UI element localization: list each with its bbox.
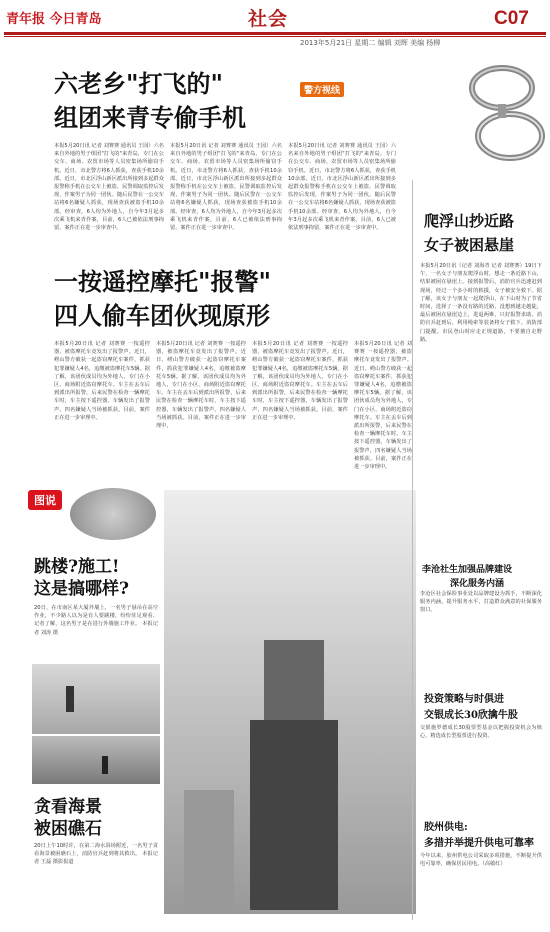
header-rule: [4, 32, 546, 35]
story2-body-col1: 本报5月20日讯 记者 刘赛赛 一按遥控器，被盗摩托车竟发出了报警声。近日，崂山警方破获一起盗窃摩托车案件，抓获犯罪嫌疑人4名，追缴被盗摩托车5辆。据了解，该团伙成员均为外地人，专门在小区、商场附近盗窃摩托车。车主在丢车后到派出所报警，后来民警在检查一辆摩托车时，车主按下遥控器，车辆发出了报警声，四名嫌疑人当场被抓获。目前，案件正在进一步审理中。: [54, 341, 150, 421]
story7-title-line2: 多措并举提升供电可靠率: [424, 838, 534, 849]
photo-news-badge: 图说: [28, 490, 62, 510]
rocks-photo-top: [32, 664, 160, 734]
story1-body-col2: 本报5月20日讯 记者 刘赛赛 通讯员 王园）六名来自外地的男子组团"打飞的"来青岛，专门在公交车、商场、农贸市场等人员密集场所偷窃手机。近日，市北警方将6人抓获，查获手机10余部。近日，市北区浮山新区派出所接到多起群众报警称手机在公交车上被盗，民警调取监控后发现，作案男子为同一团伙。随后民警在一公交车站将6名嫌疑人抓获，现场查获被盗手机10余部。经审查，6人均为外地人，自今年3月起多次乘飞机来青作案，目前，6人已被依法刑事拘留，案件正在进一步审查中。: [170, 143, 282, 232]
header-rule-thin: [4, 36, 546, 37]
story2-title-line2: 四人偷车团伙现原形: [54, 301, 270, 330]
story1-body-col1: 本报5月20日讯 记者 刘赛赛 通讯员 王园）六名来自外地的男子组团"打飞的"来青岛，专门在公交车、商场、农贸市场等人员密集场所偷窃手机。近日，市北警方将6人抓获，查获手机10余部。近日，市北区浮山新区派出所接到多起群众报警称手机在公交车上被盗，民警调取监控后发现，作案男子为同一团伙。随后民警在一公交车站将6名嫌疑人抓获，现场查获被盗手机10余部。经审查，6人均为外地人，自今年3月起多次乘飞机来青作案，目前，6人已被依法刑事拘留，案件正在进一步审查中。: [54, 143, 164, 232]
story3-title-line1: 跳楼?施工!: [34, 557, 120, 577]
story5-body: 李沧区社会保险事业处以品牌建设为抓手，不断深化服务内涵，提升服务水平，打造群众满意的社保服务窗口。: [420, 591, 542, 614]
handcuffs-image: [440, 50, 550, 170]
story2-body-col4: 本报5月20日讯 记者 刘赛赛 一按遥控器，被盗摩托车竟发出了报警声。近日，崂山警方破获一起盗窃摩托车案件，抓获犯罪嫌疑人4名，追缴被盗摩托车5辆。据了解，该团伙成员均为外地人，专门在小区、商场附近盗窃摩托车。车主在丢车后到派出所报警，后来民警在检查一辆摩托车时，车主按下遥控器，车辆发出了报警声，四名嫌疑人当场被抓获。目前，案件正在进一步审理中。: [354, 341, 412, 471]
story5-title-line1: 李沧社生加强品牌建设: [422, 565, 513, 575]
story7-title-line1: 胶州供电:: [424, 822, 468, 833]
story6-title-line2: 交银成长30欣擒牛股: [424, 710, 518, 721]
page-header: [0, 0, 550, 47]
story4-body: 本报5月20日讯（记者 刘海青 记者 刘赛赛）19日下午，一名女子与朋友爬浮山时，想走一条近路下山，结果被困在悬崖上。接到报警后，消防官兵迅速赶到现场，经过一个多小时的救援，女子被安全救下。据了解，该女子与朋友一起爬浮山，在下山时为了节省时间，选择了一条没有路的近路，没想到越走越陡，最后被困在悬崖边上，进退两难，只好报警求助。消防官兵赶到后，利用绳索等装备将女子救下。消防部门提醒，市民登山时应走正规道路，不要擅自走野路。: [420, 263, 542, 343]
story2-body-col3: 本报5月20日讯 记者 刘赛赛 一按遥控器，被盗摩托车竟发出了报警声。近日，崂山警方破获一起盗窃摩托车案件，抓获犯罪嫌疑人4名，追缴被盗摩托车5辆。据了解，该团伙成员均为外地人，专门在小区、商场附近盗窃摩托车。车主在丢车后到派出所报警，后来民警在检查一辆摩托车时，车主按下遥控器，车辆发出了报警声，四名嫌疑人当场被抓获。目前，案件正在进一步审理中。: [252, 341, 348, 421]
rocks-photo-bottom: [32, 736, 160, 784]
building-circle-photo: [70, 488, 156, 540]
story2-body-col2: 本报5月20日讯 记者 刘赛赛 一按遥控器，被盗摩托车竟发出了报警声。近日，崂山警方破获一起盗窃摩托车案件，抓获犯罪嫌疑人4名，追缴被盗摩托车5辆。据了解，该团伙成员均为外地人，专门在小区、商场附近盗窃摩托车。车主在丢车后到派出所报警，后来民警在检查一辆摩托车时，车主按下遥控器，车辆发出了报警声，四名嫌疑人当场被抓获。目前，案件正在进一步审理中。: [156, 341, 246, 430]
story3-bottom-title-line1: 贪看海景: [34, 797, 102, 817]
story3-body: 20日，在市南区某大厦外墙上，一名男子悬吊在高空作业，不少路人以为是有人要跳楼，纷纷驻足观看。记者了解，这名男子是在进行外墙施工作业。 本报记者 刘涛 摄: [34, 605, 158, 636]
story4-title-line1: 爬浮山抄近路: [424, 212, 515, 230]
page-number: C07: [494, 8, 529, 29]
story4-title-line2: 女子被困悬崖: [424, 236, 515, 254]
story3-bottom-body: 20日上午10时许，在第二海水浴场附近，一名男子贪看海景被困礁石上，消防官兵赶到将其救出。 本报记者 王磊 摄影报道: [34, 843, 158, 866]
story1-title-line1: 六老乡"打飞的": [54, 69, 224, 98]
story5-title-line2: 深化服务内涵: [450, 579, 505, 589]
building-photo: [164, 490, 416, 914]
story1-title-line2: 组团来青专偷手机: [54, 103, 246, 132]
story6-title-line1: 投资策略与时俱进: [424, 694, 504, 705]
issue-meta: 2013年5月21日 星期二 编辑 刘辉 美编 杨柳: [300, 39, 441, 47]
story1-body-col3: 本报5月20日讯 记者 刘赛赛 通讯员 王园）六名来自外地的男子组团"打飞的"来青岛，专门在公交车、商场、农贸市场等人员密集场所偷窃手机。近日，市北警方将6人抓获，查获手机10余部。近日，市北区浮山新区派出所接到多起群众报警称手机在公交车上被盗，民警调取监控后发现，作案男子为同一团伙。随后民警在一公交车站将6名嫌疑人抓获，现场查获被盗手机10余部。经审查，6人均为外地人，自今年3月起多次乘飞机来青作案，目前，6人已被依法刑事拘留，案件正在进一步审查中。: [288, 143, 396, 232]
story6-body: 交银施罗德成长30股票型基金以把握投资机会为核心，精选成长型股票进行投资。: [420, 725, 542, 740]
police-view-tag: 警方视线: [300, 82, 344, 97]
column-divider: [412, 180, 413, 920]
story3-bottom-title-line2: 被困礁石: [34, 819, 102, 839]
section-title: 社会: [248, 8, 289, 30]
story2-title-line1: 一按遥控摩托"报警": [54, 267, 272, 296]
story7-body: 今年以来，胶州供电公司采取多项措施，不断提升供电可靠率，确保居民用电。（高敏红）: [420, 853, 542, 868]
story3-title-line2: 这是搞哪样?: [34, 579, 129, 599]
newspaper-logo: 青年报 今日青岛: [6, 12, 102, 27]
